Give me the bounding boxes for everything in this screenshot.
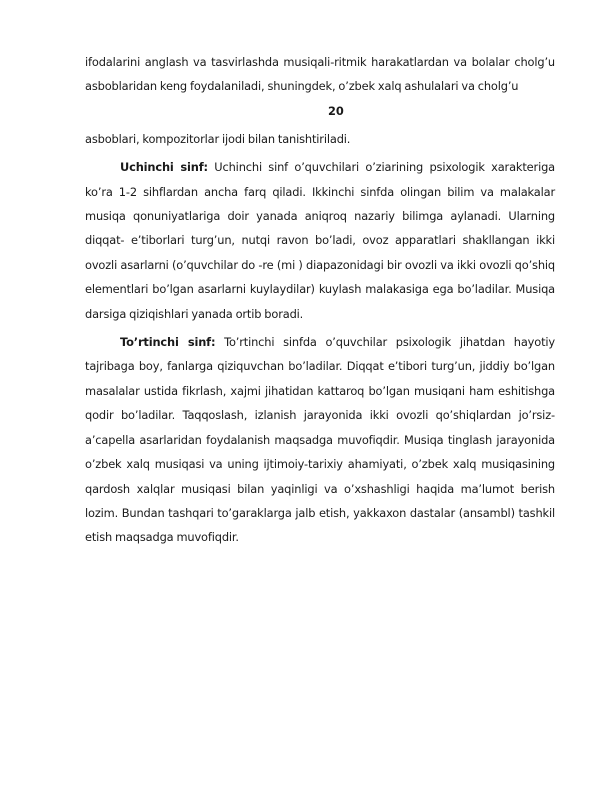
continuation-line-3: asboblari, kompozitorlar ijodi bilan tanishtiriladi. [85,131,351,146]
paragraph-third-grade [85,155,555,326]
paragraph-body-third-grade: Uchinchi sinf o’quvchilari o’ziarining psixologik xarakteriga ko’ra 1-2 sihflardan ancha farq qiladi. Ikkinchi sinfda olingan bilim va malakalar musiqa qonuniyatlariga doir yanada aniqroq nazariy bilimga aylanadi. Ularning diqqat- e’tiborlari turg’un, nutqi ravon bo’ladi, ovoz apparatlari shakllangan ikki ovozli asarlarni (o’quvchilar do -re (mi ) diapazonidagi bir ovozli va ikki ovozli qo’shiq elementlari bo’lgan asarlarni kuylaydilar) kuylash malakasiga ega bo’ladilar. Musiqa darsiga qiziqishlari yanada ortib boradi. [85,160,556,321]
paragraph-lead-fourth-grade: To’rtinchi sinf: [120,335,216,350]
paragraph-fourth-grade [85,330,555,550]
page-number: 20 [328,103,344,118]
continuation-line-1: ifodalarini anglash va tasvirlashda musiqali-ritmik harakatlardan va bolalar cholg’u [85,55,555,69]
paragraph-body-fourth-grade: To’rtinchi sinfda o’quvchilar psixologik jihatdan hayotiy tajribaga boy, fanlarga qiziquvchan bo’ladilar. Diqqat e’tibori turg’un, jiddiy bo’lgan masalalar ustida fikrlash, xajmi jihatidan kattaroq bo’lgan musiqani ham eshitishga qodir bo’ladilar. Taqqoslash, izlanish jarayonida ikki ovozli qo’shiqlardan jo’rsiz-a’capella asarlaridan foydalanish maqsadga muvofiqdir. Musiqa tinglash jarayonida o’zbek xalq musiqasi va uning ijtimoiy-tarixiy ahamiyati, o’zbek xalq musiqasining qardosh xalqlar musiqasi bilan yaqinligi va o’xshashligi haqida ma’lumot berish lozim. Bundan tashqari to’garaklarga jalb etish, yakkaxon dastalar (ansambl) tashkil etish maqsadga muvofiqdir. [85,335,555,545]
continuation-line-2: asboblaridan keng foydalaniladi, shuningdek, o’zbek xalq ashulalari va cholg’u [85,79,519,94]
document-page [85,50,555,550]
page-number-row [85,99,555,127]
paragraph-lead-third-grade: Uchinchi sinf: [120,160,208,175]
